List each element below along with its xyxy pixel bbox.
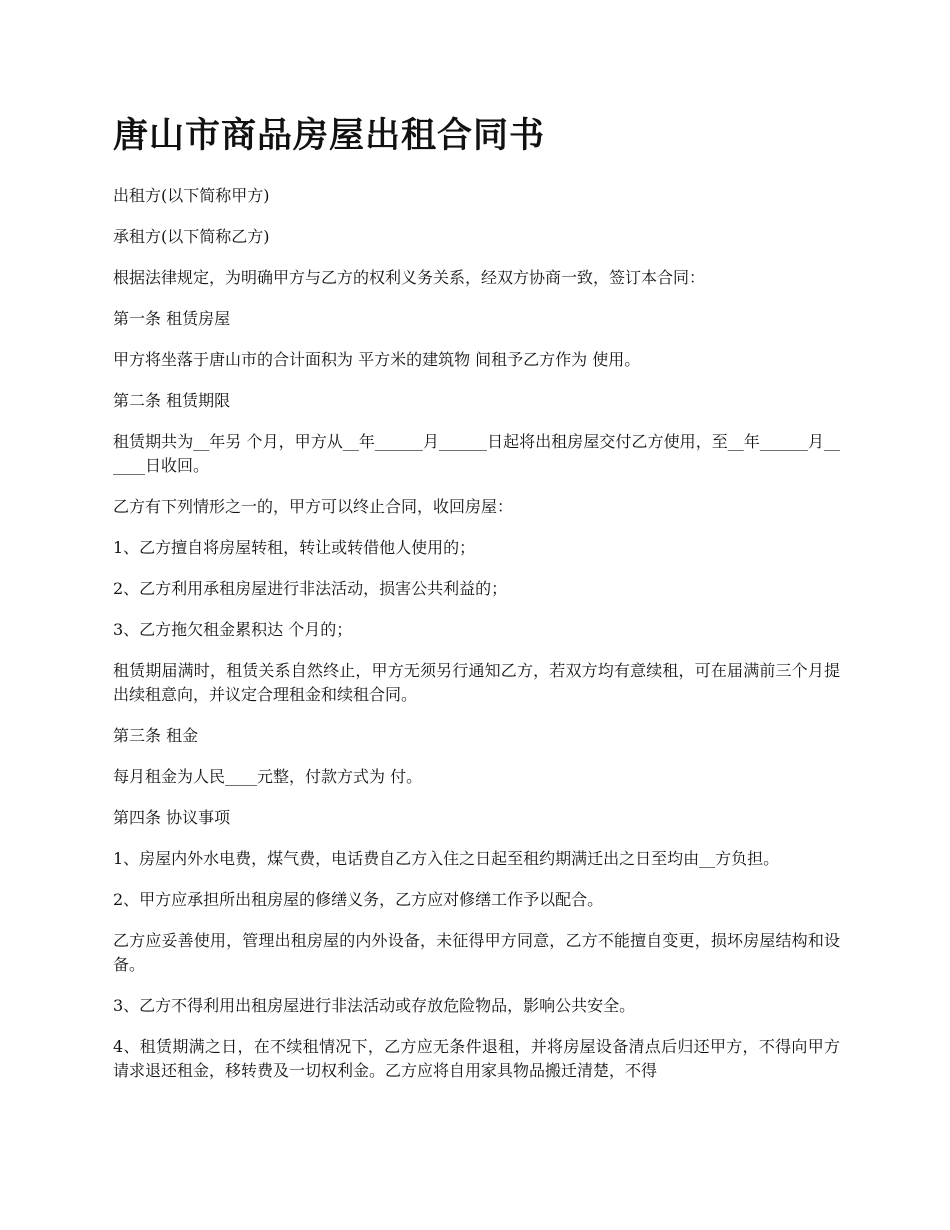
- termination-item-3: 3、乙方拖欠租金累积达 个月的；: [113, 620, 353, 639]
- termination-conditions-intro: 乙方有下列情形之一的，甲方可以终止合同，收回房屋：: [113, 497, 514, 516]
- document-page: [113, 110, 840, 1100]
- renewal-clause: 租赁期届满时，租赁关系自然终止，甲方无须另行通知乙方，若双方均有意续租，可在届满前三个月提出续租意向，并议定合理租金和续租合同。: [113, 661, 840, 704]
- agreement-item-3: 3、乙方不得利用出租房屋进行非法活动或存放危险物品，影响公共安全。: [113, 996, 636, 1015]
- agreement-item-4: 4、租赁期满之日，在不续租情况下，乙方应无条件退租，并将房屋设备清点后归还甲方，不得向甲方请求退还租金，移转费及一切权利金。乙方应将自用家具物品搬迁清楚，不得: [113, 1037, 840, 1080]
- article-2-heading: 第二条 租赁期限: [113, 391, 231, 410]
- article-1-heading: 第一条 租赁房屋: [113, 309, 231, 328]
- agreement-item-2: 2、甲方应承担所出租房屋的修缮义务，乙方应对修缮工作予以配合。: [113, 890, 604, 909]
- agreement-item-1: 1、房屋内外水电费，煤气费，电话费自乙方入住之日起至租约期满迁出之日至均由__方负担。: [113, 849, 780, 868]
- article-1-text: 甲方将坐落于唐山市的合计面积为 平方米的建筑物 间租予乙方作为 使用。: [113, 350, 641, 369]
- paragraph-lessor: 出租方(以下简称甲方): [113, 186, 270, 205]
- equipment-use-clause: 乙方应妥善使用，管理出租房屋的内外设备，未征得甲方同意，乙方不能擅自变更，损坏房屋结构和设备。: [113, 931, 840, 974]
- article-4-heading: 第四条 协议事项: [113, 808, 231, 827]
- termination-item-1: 1、乙方擅自将房屋转租，转让或转借他人使用的；: [113, 538, 476, 557]
- article-3-heading: 第三条 租金: [113, 726, 199, 745]
- termination-item-2: 2、乙方利用承租房屋进行非法活动，损害公共利益的；: [113, 579, 508, 598]
- rent-clause: 每月租金为人民____元整，付款方式为 付。: [113, 767, 423, 786]
- paragraph-preamble: 根据法律规定，为明确甲方与乙方的权利义务关系，经双方协商一致，签订本合同：: [113, 268, 706, 287]
- article-2-term-text: 租赁期共为__年另 个月，甲方从__年______月______日起将出租房屋交付乙方使用，至__年______月______日收回。: [113, 432, 840, 475]
- paragraph-lessee: 承租方(以下简称乙方): [113, 227, 270, 246]
- document-title: 唐山市商品房屋出租合同书: [113, 116, 546, 156]
